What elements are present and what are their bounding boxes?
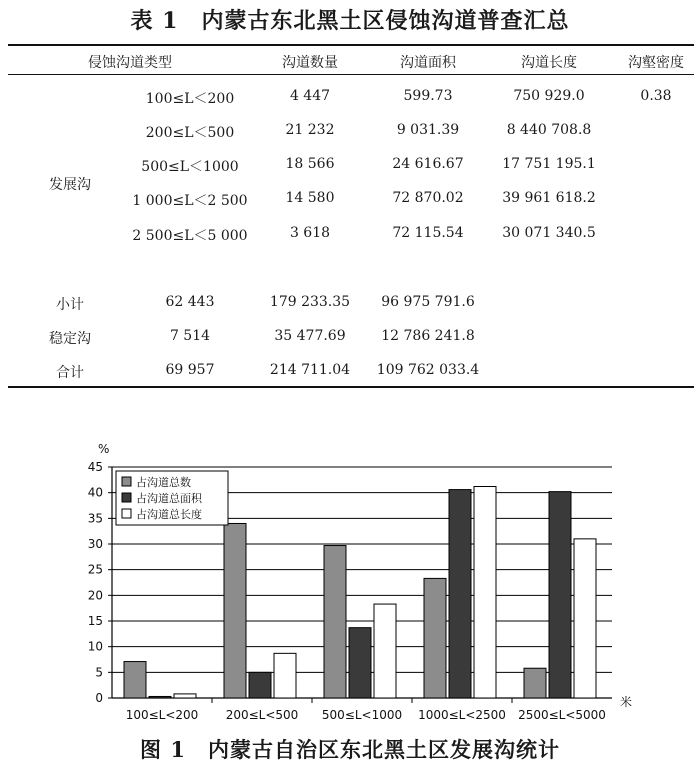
table-bottom-rule (8, 386, 694, 388)
bar (374, 604, 396, 698)
summary-label: 小计 (56, 297, 84, 313)
summary-area: 214 711.04 (269, 362, 351, 378)
table-top-rule (8, 44, 694, 46)
bar (574, 539, 596, 698)
table-cell-length: 750 929.0 (513, 88, 585, 104)
table-cell-count: 4 447 (289, 88, 331, 104)
y-tick-label: 20 (87, 588, 103, 603)
bar (324, 546, 346, 698)
legend-swatch (122, 477, 131, 486)
table-cell-length: 17 751 195.1 (502, 156, 596, 172)
table-title: 表 1 内蒙古东北黑土区侵蚀沟道普查汇总 (130, 8, 570, 34)
bar-chart (0, 425, 700, 735)
bar (474, 487, 496, 698)
bar (274, 653, 296, 698)
y-axis-label: % (98, 442, 110, 456)
x-tick-label: 2500≤L<5000 (518, 708, 606, 722)
legend-label: 占沟道总面积 (136, 492, 202, 505)
x-tick-label: 200≤L<500 (225, 708, 299, 722)
summary-length: 96 975 791.6 (381, 294, 475, 310)
table-cell-type: 100≤L＜200 (145, 91, 235, 107)
bar (149, 696, 171, 698)
table-cell-count: 14 580 (285, 190, 335, 206)
summary-count: 69 957 (165, 362, 215, 378)
table-cell-type: 500≤L＜1000 (141, 159, 239, 175)
table-cell-density: 0.38 (640, 88, 672, 104)
y-tick-label: 25 (87, 562, 103, 577)
table-cell-area: 9 031.39 (396, 122, 460, 138)
y-tick-label: 45 (87, 460, 103, 474)
summary-count: 62 443 (165, 294, 215, 310)
bar (449, 490, 471, 698)
summary-length: 12 786 241.8 (381, 328, 475, 344)
table-cell-count: 3 618 (289, 225, 331, 241)
summary-length: 109 762 033.4 (376, 362, 480, 378)
table-cell-length: 8 440 708.8 (506, 122, 592, 138)
x-tick-label: 500≤L<1000 (321, 708, 403, 722)
table-cell-area: 72 870.02 (392, 190, 464, 206)
table-cell-type: 2 500≤L＜5 000 (132, 228, 248, 244)
y-tick-label: 10 (87, 639, 103, 654)
summary-area: 179 233.35 (269, 294, 351, 310)
legend-swatch (122, 493, 131, 502)
legend-label: 占沟道总数 (136, 476, 191, 489)
summary-label: 合计 (56, 365, 84, 381)
bar (249, 672, 271, 698)
y-tick-label: 35 (87, 511, 103, 526)
header-cell: 沟道长度 (521, 55, 577, 71)
figure-caption: 图 1 内蒙古自治区东北黑土区发展沟统计 (140, 737, 560, 762)
header-cell: 沟壑密度 (628, 55, 684, 71)
table-cell-type: 1 000≤L＜2 500 (132, 193, 248, 209)
x-tick-label: 100≤L<200 (125, 708, 199, 722)
legend-label: 占沟道总长度 (136, 508, 202, 521)
y-tick-label: 0 (95, 691, 103, 705)
table-cell-area: 72 115.54 (392, 225, 464, 241)
summary-area: 35 477.69 (274, 328, 346, 344)
table-cell-count: 18 566 (285, 156, 335, 172)
table-header-rule (8, 74, 694, 75)
table-cell-length: 39 961 618.2 (502, 190, 596, 206)
bar (549, 492, 571, 698)
bar (174, 694, 196, 698)
y-tick-label: 30 (87, 537, 103, 551)
header-cell: 沟道面积 (400, 55, 456, 71)
y-tick-label: 15 (87, 614, 103, 628)
bar (424, 578, 446, 698)
x-tick-label: 1000≤L<2500 (418, 708, 506, 722)
header-cell: 沟道数量 (282, 55, 338, 71)
x-axis-label: 米 (620, 695, 633, 709)
table-cell-area: 24 616.67 (392, 156, 464, 172)
bar (349, 628, 371, 698)
y-tick-label: 40 (87, 485, 103, 500)
group-label: 发展沟 (49, 177, 91, 193)
table-cell-count: 21 232 (285, 122, 335, 138)
summary-count: 7 514 (169, 328, 211, 344)
bar (124, 662, 146, 698)
summary-label: 稳定沟 (49, 331, 91, 347)
header-cell: 侵蚀沟道类型 (88, 55, 172, 71)
table-cell-area: 599.73 (403, 88, 453, 104)
bar (524, 668, 546, 698)
table-cell-type: 200≤L＜500 (145, 125, 235, 141)
y-tick-label: 5 (95, 665, 103, 680)
bar (224, 523, 246, 698)
table-cell-length: 30 071 340.5 (502, 225, 596, 241)
legend-swatch (122, 509, 131, 518)
